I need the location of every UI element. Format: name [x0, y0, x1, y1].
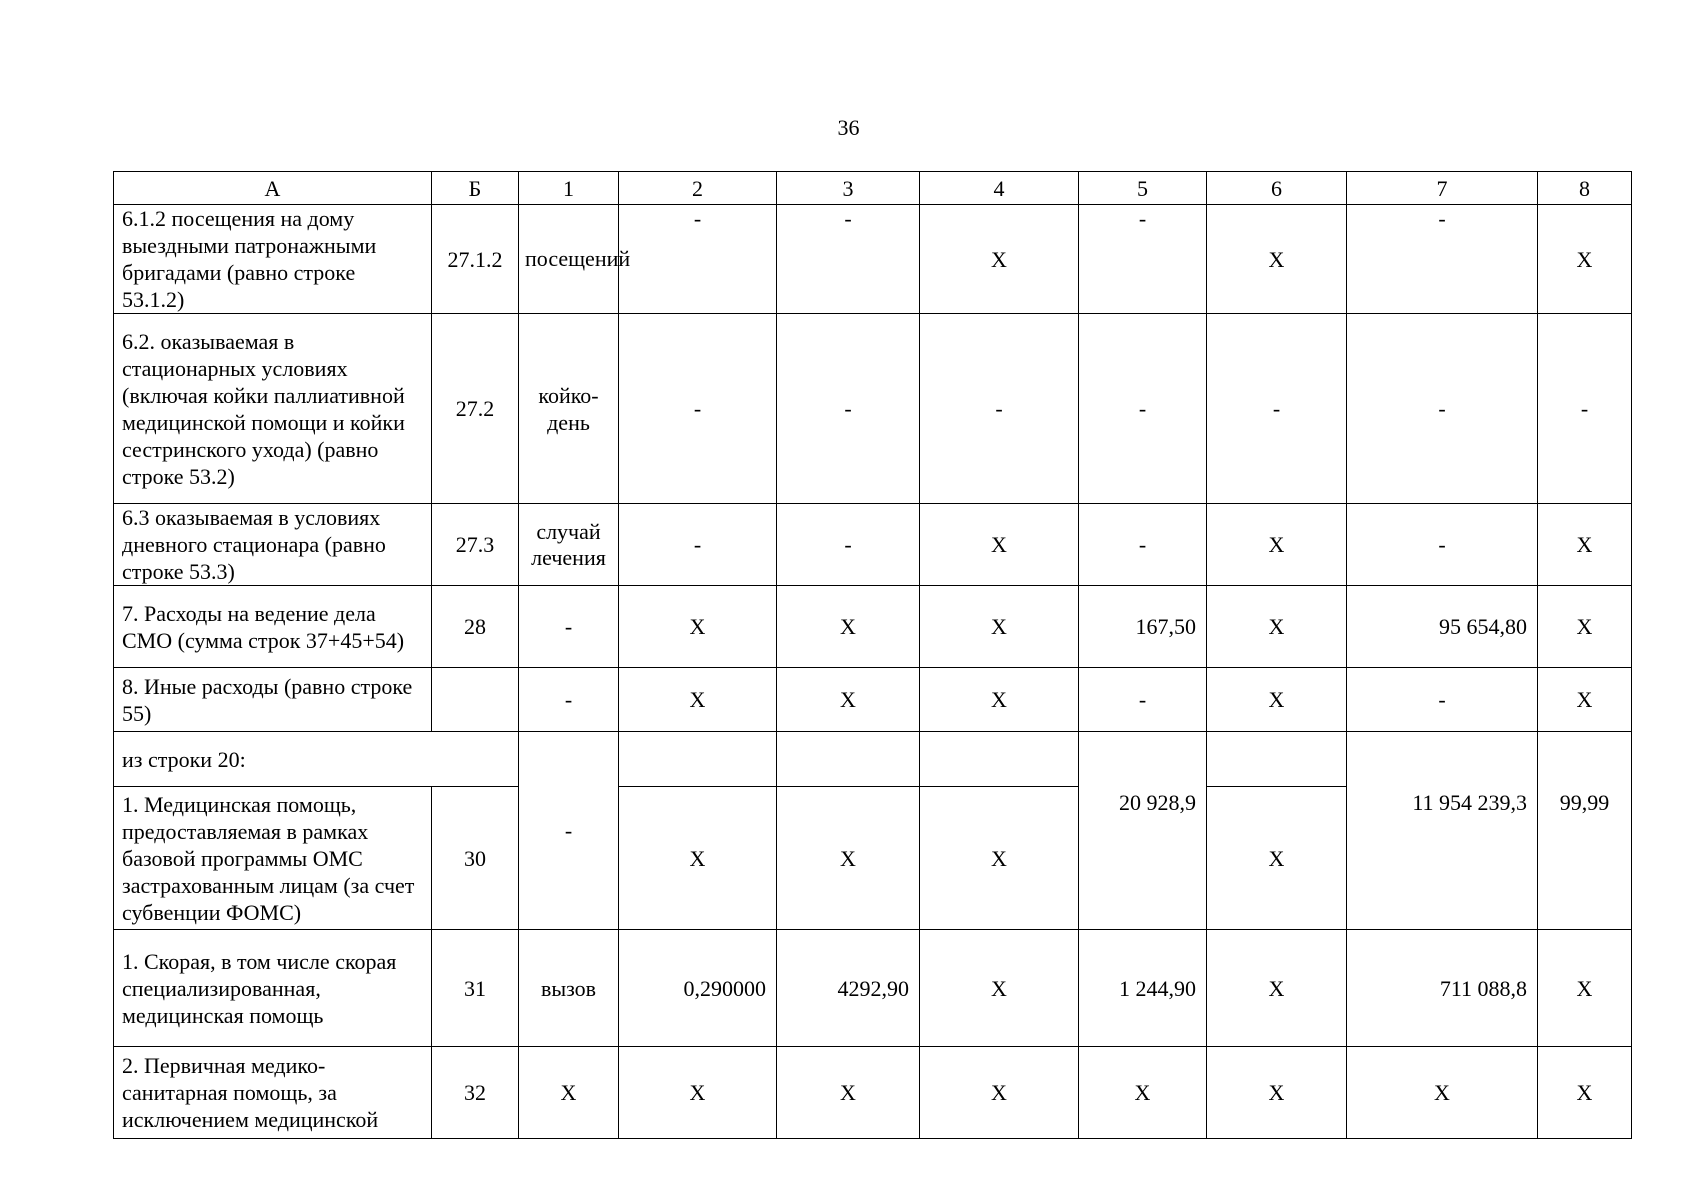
cell: Х — [619, 586, 777, 668]
cell: Х — [1538, 668, 1632, 732]
cell: Х — [920, 1047, 1079, 1139]
header-cell: 5 — [1079, 172, 1207, 205]
cell: Х — [1207, 504, 1347, 586]
row-code: 32 — [432, 1047, 519, 1139]
cell: 167,50 — [1079, 586, 1207, 668]
cell: Х — [1538, 1047, 1632, 1139]
data-table — [113, 171, 1632, 1139]
cell: - — [1079, 314, 1207, 504]
table-row — [114, 205, 1632, 314]
row-code: 31 — [432, 930, 519, 1047]
header-cell: 1 — [519, 172, 619, 205]
cell: Х — [777, 787, 920, 930]
cell: Х — [920, 504, 1079, 586]
row-code: 27.3 — [432, 504, 519, 586]
cell: Х — [1538, 586, 1632, 668]
cell: - — [1079, 205, 1207, 314]
row-code: 27.1.2 — [432, 205, 519, 314]
cell: Х — [920, 205, 1079, 314]
header-cell: 6 — [1207, 172, 1347, 205]
header-cell: 8 — [1538, 172, 1632, 205]
row-code: 28 — [432, 586, 519, 668]
cell: Х — [1207, 586, 1347, 668]
cell: - — [1538, 314, 1632, 504]
cell: Х — [1079, 1047, 1207, 1139]
header-cell: 7 — [1347, 172, 1538, 205]
cell: Х — [1538, 205, 1632, 314]
row-unit: - — [519, 732, 619, 930]
table-row — [114, 668, 1632, 732]
table-row — [114, 586, 1632, 668]
row-unit: Х — [519, 1047, 619, 1139]
header-cell: Б — [432, 172, 519, 205]
row-code: 30 — [432, 787, 519, 930]
cell: 0,290000 — [619, 930, 777, 1047]
cell: - — [1347, 504, 1538, 586]
cell: 711 088,8 — [1347, 930, 1538, 1047]
row-name: 8. Иные расходы (равно строке 55) — [114, 668, 432, 732]
cell: - — [777, 205, 920, 314]
cell — [920, 732, 1079, 787]
header-cell: 2 — [619, 172, 777, 205]
header-cell: 3 — [777, 172, 920, 205]
cell: - — [1079, 504, 1207, 586]
cell: Х — [1207, 787, 1347, 930]
cell: - — [1207, 314, 1347, 504]
cell: Х — [777, 668, 920, 732]
cell — [777, 732, 920, 787]
row-name: 6.3 оказываемая в условиях дневного стационара (равно строке 53.3) — [114, 504, 432, 586]
cell: 99,99 — [1538, 732, 1632, 930]
cell: 11 954 239,3 — [1347, 732, 1538, 930]
row-name: 1. Медицинская помощь, предоставляемая в рамках базовой программы ОМС застрахованным лицам (за счет субвенции ФОМС) — [114, 787, 432, 930]
row-name: 6.2. оказываемая в стационарных условиях (включая койки паллиативной медицинской помощи и койки сестринского ухода) (равно строке 53.2) — [114, 314, 432, 504]
cell: - — [619, 314, 777, 504]
row-unit: случай лечения — [519, 504, 619, 586]
row-name: 2. Первичная медико-санитарная помощь, за исключением медицинской — [114, 1047, 432, 1139]
header-cell: А — [114, 172, 432, 205]
cell: Х — [619, 1047, 777, 1139]
cell: Х — [1538, 504, 1632, 586]
table-row — [114, 314, 1632, 504]
table-row — [114, 504, 1632, 586]
cell: Х — [920, 930, 1079, 1047]
cell: Х — [1347, 1047, 1538, 1139]
header-cell: 4 — [920, 172, 1079, 205]
cell: 95 654,80 — [1347, 586, 1538, 668]
row-name: 1. Скорая, в том числе скорая специализированная, медицинская помощь — [114, 930, 432, 1047]
cell: - — [920, 314, 1079, 504]
cell: Х — [1207, 668, 1347, 732]
row-unit: посещений — [519, 205, 619, 314]
cell: Х — [619, 787, 777, 930]
cell: Х — [777, 1047, 920, 1139]
cell: Х — [920, 668, 1079, 732]
table-row — [114, 732, 1632, 787]
row-name: из строки 20: — [114, 732, 519, 787]
cell — [619, 732, 777, 787]
table-row — [114, 1047, 1632, 1139]
table-header-row — [114, 172, 1632, 205]
cell: - — [1079, 668, 1207, 732]
row-name: 6.1.2 посещения на дому выездными патронажными бригадами (равно строке 53.1.2) — [114, 205, 432, 314]
row-unit: - — [519, 586, 619, 668]
cell — [1207, 732, 1347, 787]
cell: 1 244,90 — [1079, 930, 1207, 1047]
cell: 4292,90 — [777, 930, 920, 1047]
row-code: 27.2 — [432, 314, 519, 504]
cell: - — [619, 205, 777, 314]
row-unit: - — [519, 668, 619, 732]
cell: Х — [1207, 205, 1347, 314]
row-unit: койко-день — [519, 314, 619, 504]
table-row — [114, 930, 1632, 1047]
cell: - — [1347, 205, 1538, 314]
row-name: 7. Расходы на ведение дела СМО (сумма строк 37+45+54) — [114, 586, 432, 668]
cell: - — [777, 504, 920, 586]
cell: - — [1347, 314, 1538, 504]
cell: - — [619, 504, 777, 586]
cell: 20 928,9 — [1079, 732, 1207, 930]
page-number: 36 — [837, 115, 860, 140]
cell: - — [1347, 668, 1538, 732]
cell: Х — [1207, 1047, 1347, 1139]
cell: Х — [920, 787, 1079, 930]
cell: Х — [1207, 930, 1347, 1047]
row-unit: вызов — [519, 930, 619, 1047]
row-code — [432, 668, 519, 732]
cell: - — [777, 314, 920, 504]
cell: Х — [1538, 930, 1632, 1047]
cell: Х — [920, 586, 1079, 668]
cell: Х — [619, 668, 777, 732]
cell: Х — [777, 586, 920, 668]
